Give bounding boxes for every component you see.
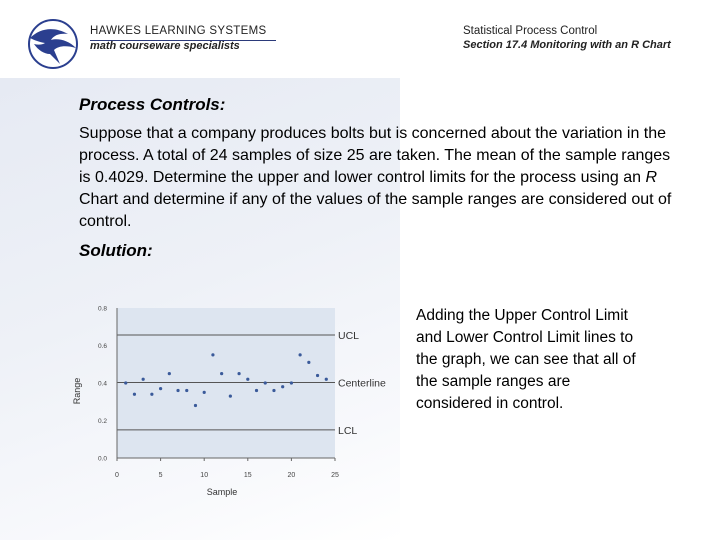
data-point — [194, 404, 197, 407]
data-point — [290, 381, 293, 384]
data-point — [229, 395, 232, 398]
data-point — [316, 374, 319, 377]
data-point — [299, 353, 302, 356]
x-tick-label: 0 — [115, 472, 119, 479]
x-tick-label: 10 — [200, 472, 209, 479]
solution-explanation: Adding the Upper Control Limit and Lower Control Limit lines to the graph, we can see that all of the sample ranges are considered in control. — [416, 307, 636, 412]
data-point — [237, 372, 240, 375]
data-point — [203, 391, 206, 394]
plot-area — [117, 308, 335, 458]
data-point — [307, 361, 310, 364]
data-point — [211, 353, 214, 356]
y-tick-label: 0.2 — [97, 418, 107, 425]
data-point — [255, 389, 258, 392]
data-point — [176, 389, 179, 392]
problem-text-part-2: Chart and determine if any of the values of the sample ranges are considered out of control. — [79, 191, 672, 230]
data-point — [185, 389, 188, 392]
brand-tagline: math courseware specialists — [90, 40, 240, 52]
problem-text-part-1: Suppose that a company produces bolts but is concerned about the variation in the process. A total of 24 samples of size 25 are taken. The mean of the sample ranges is 0.4029. Determine the upper and lower control limits for the process using an — [79, 125, 671, 186]
y-tick-label: 0.0 — [97, 455, 107, 463]
data-point — [150, 393, 153, 396]
y-tick-label: 0.8 — [97, 305, 107, 313]
data-point — [325, 378, 328, 381]
section-title: Section 17.4 Monitoring with an R Chart — [463, 39, 671, 51]
brand-name: HAWKES LEARNING SYSTEMS — [90, 25, 267, 37]
y-axis-label: Range — [72, 377, 82, 405]
data-point — [124, 381, 127, 384]
data-point — [220, 372, 223, 375]
problem-statement — [79, 123, 679, 233]
slide-header — [0, 0, 720, 78]
process-controls-heading: Process Controls: — [79, 95, 226, 114]
data-point — [133, 393, 136, 396]
data-point — [159, 387, 162, 390]
x-tick-label: 25 — [331, 472, 339, 479]
eagle-logo-icon — [24, 18, 82, 70]
x-tick-label: 15 — [243, 472, 252, 479]
x-tick-label: 5 — [158, 472, 163, 479]
ref-line-label-ucl: UCL — [338, 330, 360, 342]
data-point — [264, 381, 267, 384]
data-point — [246, 378, 249, 381]
solution-heading: Solution: — [79, 241, 153, 260]
data-point — [142, 378, 145, 381]
x-tick-label: 20 — [287, 472, 296, 479]
x-axis-label: Sample — [206, 487, 238, 497]
y-tick-label: 0.6 — [97, 343, 107, 350]
ref-line-label-lcl: LCL — [338, 424, 358, 437]
data-point — [168, 372, 171, 375]
course-title: Statistical Process Control — [463, 25, 598, 37]
r-chart — [70, 300, 400, 505]
data-point — [281, 385, 284, 388]
ref-line-label-centerline: Centerline — [338, 377, 386, 390]
data-point — [272, 389, 275, 392]
r-emphasis: R — [645, 169, 658, 186]
y-tick-label: 0.4 — [97, 380, 107, 388]
